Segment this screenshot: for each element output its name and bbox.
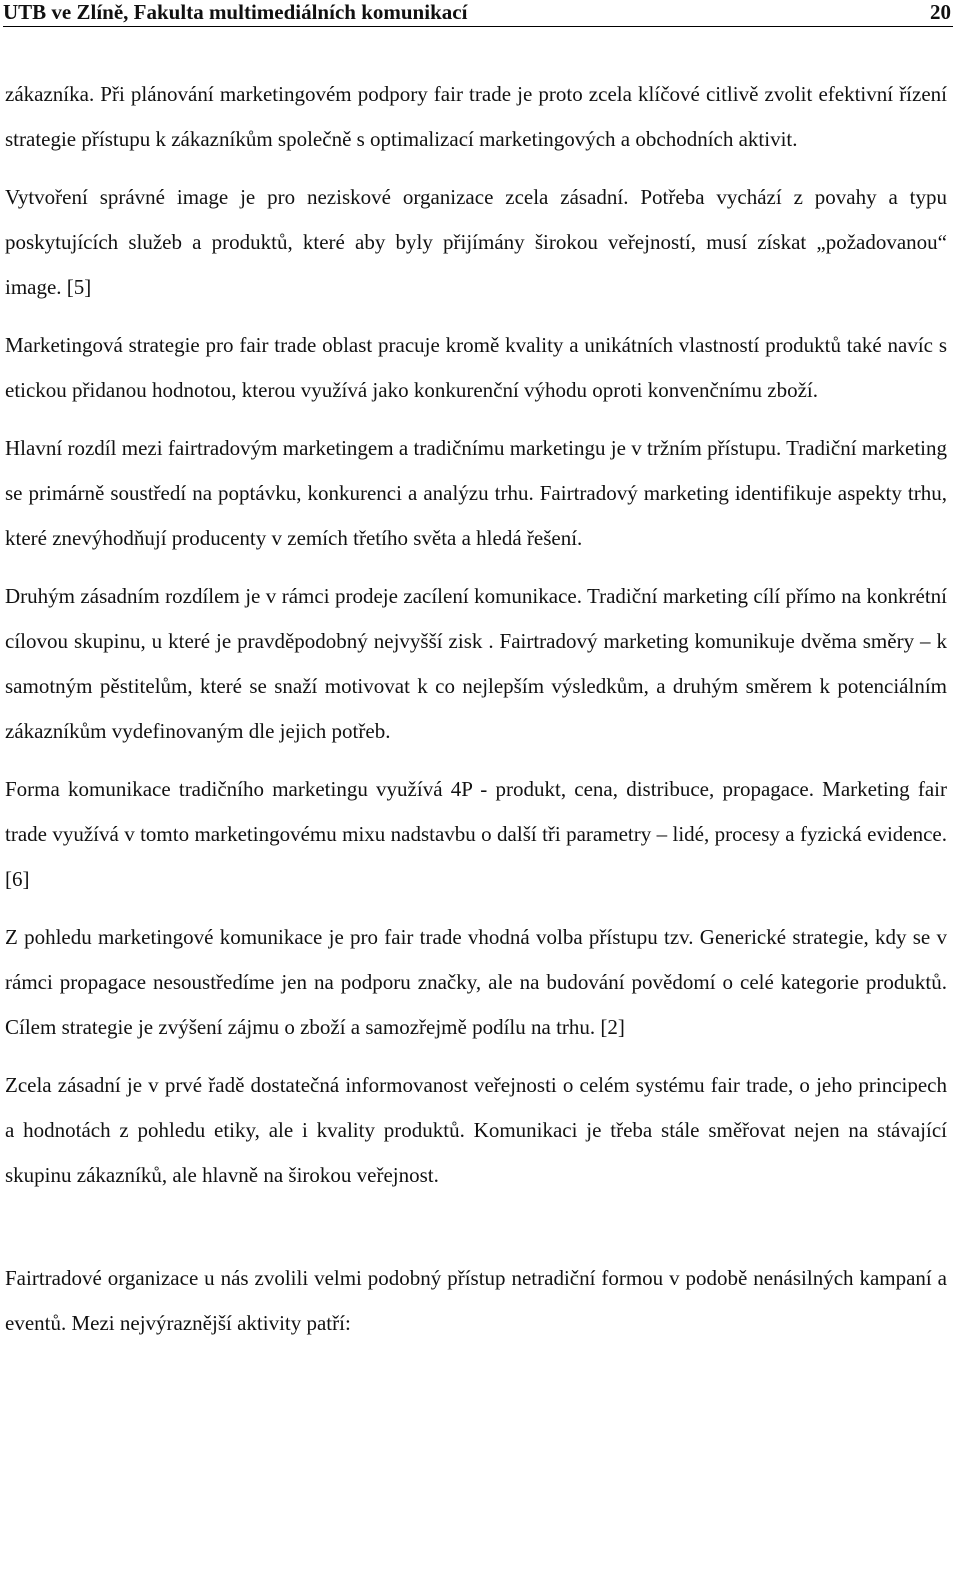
paragraph: Marketingová strategie pro fair trade oblast pracuje kromě kvality a unikátních vlastností produktů také navíc s etickou přidanou hodnotou, kterou využívá jako konkurenční výhodu oproti konvenčnímu zboží. bbox=[5, 333, 947, 402]
paragraph: Druhým zásadním rozdílem je v rámci prodeje zacílení komunikace. Tradiční marketing cílí přímo na konkrétní cílovou skupinu, u které je pravděpodobný nejvyšší zisk . Fairtradový marketing komunikuje dvěma směry – k samotným pěstitelům, které se snaží motivovat k co nejlepším výsledkům, a druhým směrem k potenciálním zákazníkům vydefinovaným dle jejich potřeb. bbox=[5, 584, 947, 743]
paragraph: Forma komunikace tradičního marketingu využívá 4P - produkt, cena, distribuce, propagace. Marketing fair trade využívá v tomto marketingovému mixu nadstavbu o další tři parametry – lidé, procesy a fyzická evidence. [6] bbox=[5, 777, 947, 891]
paragraph: Fairtradové organizace u nás zvolili velmi podobný přístup netradiční formou v podobě nenásilných kampaní a eventů. Mezi nejvýraznější aktivity patří: bbox=[5, 1266, 947, 1335]
paragraph: Vytvoření správné image je pro neziskové organizace zcela zásadní. Potřeba vychází z povahy a typu poskytujících služeb a produktů, které aby byly přijímány širokou veřejností, musí získat „požadovanou“ image. [5] bbox=[5, 185, 947, 299]
paragraph: Z pohledu marketingové komunikace je pro fair trade vhodná volba přístupu tzv. Generické strategie, kdy se v rámci propagace nesoustředíme jen na podporu značky, ale na budování povědomí o celé kategorie produktů. Cílem strategie je zvýšení zájmu o zboží a samozřejmě podílu na trhu. [2] bbox=[5, 925, 947, 1039]
header-title: UTB ve Zlíně, Fakulta multimediálních komunikací bbox=[3, 0, 468, 24]
paragraph: zákazníka. Při plánování marketingovém podpory fair trade je proto zcela klíčové citlivě zvolit efektivní řízení strategie přístupu k zákazníkům společně s optimalizací marketingových a obchodních aktivit. bbox=[5, 82, 947, 151]
page-number: 20 bbox=[930, 0, 951, 24]
page-header bbox=[3, 0, 953, 27]
paragraph: Zcela zásadní je v prvé řadě dostatečná informovanost veřejnosti o celém systému fair trade, o jeho principech a hodnotách z pohledu etiky, ale i kvality produktů. Komunikaci je třeba stále směřovat nejen na stávající skupinu zákazníků, ale hlavně na širokou veřejnost. bbox=[5, 1073, 947, 1187]
body-text bbox=[5, 72, 947, 1359]
paragraph: Hlavní rozdíl mezi fairtradovým marketingem a tradičnímu marketingu je v tržním přístupu. Tradiční marketing se primárně soustředí na poptávku, konkurenci a analýzu trhu. Fairtradový marketing identifikuje aspekty trhu, které znevýhodňují producenty v zemích třetího světa a hledá řešení. bbox=[5, 436, 947, 550]
